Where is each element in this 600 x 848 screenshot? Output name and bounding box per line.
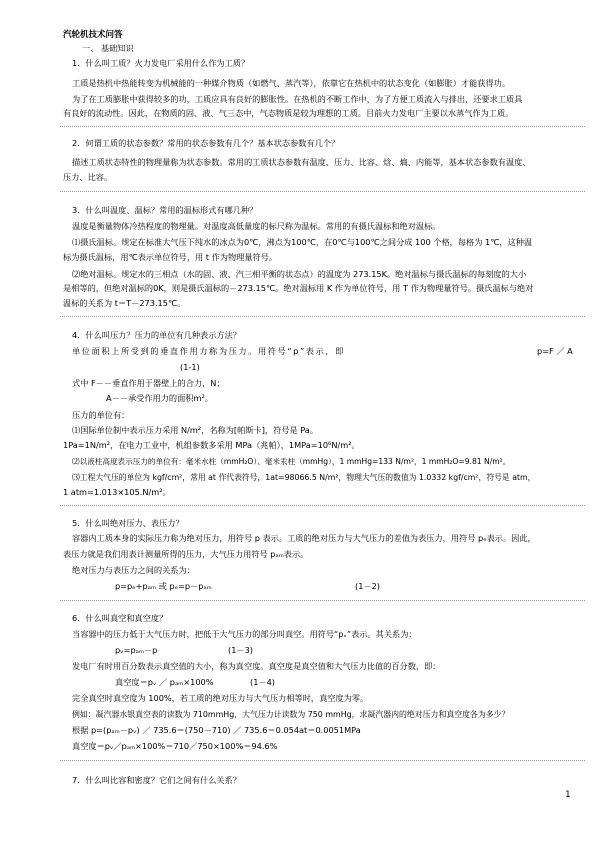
question-7: 7．什么叫比容和密度？它们之间有什么关系？ [72,775,241,785]
equation-number-1-2: (1－2) [355,581,380,591]
equation-number-1-1: (1-1) [180,362,200,372]
section-divider [60,760,585,761]
section-divider [60,600,585,601]
section-divider [60,191,585,192]
q3-paragraph-3b: 是相等的，但绝对温标的0K，则是摄氏温标的－273.15℃。绝对温标用 K 作为单位符号，用 T 作为物理量符号。摄氏温标与绝对 [63,283,534,293]
q1-paragraph-2b: 有良好的流动性。因此，在物质的固、液、气三态中，气态物质是较为理想的工质。目前火力发电厂主要以水蒸气作为工质。 [63,108,514,118]
section-divider [60,316,585,317]
q4-unit-1a: ⑴国际单位制中表示压力采用 N/m²，名称为[帕斯卡]，符号是 Pa。 [72,425,319,435]
question-5: 5．什么叫绝对压力、表压力？ [72,518,184,528]
q3-paragraph-3a: ⑵绝对温标。规定水的三相点（水的固、液、汽三相平衡的状态点）的温度为 273.15K。绝对温标与摄氏温标的每刻度的大小 [72,269,527,279]
q3-paragraph-2b: 标为摄氏温标，用℃表示单位符号，用 t 作为物理量符号。 [63,252,278,262]
q6-calculation-1: 根据 p=(pₐₘ－pᵥ) ／ 735.6＝(750－710) ／ 735.6＝0.054at＝0.0051MPa [72,725,361,735]
formula-1-3: pᵥ=pₐₘ－p [115,645,158,655]
equation-number-1-3: (1－3) [228,645,253,655]
q6-paragraph-2: 发电厂有时用百分数表示真空值的大小，称为真空度。真空度是真空值和大气压力比值的百分数，即： [72,661,441,671]
q1-paragraph-1: 工质是热机中热能转变为机械能的一种媒介物质（如燃气、蒸汽等），依靠它在热机中的状态变化（如膨胀）才能获得功。 [72,78,511,88]
question-6: 6．什么叫真空和真空度？ [72,613,168,623]
q6-paragraph-3: 完全真空时真空度为 100%，若工质的绝对压力与大气压力相等时，真空度为零。 [72,693,369,703]
q4-unit-3b: 1 atm=1.013×105.N/m²。 [63,487,171,497]
q4-unit-2: ⑵以液柱高度表示压力的单位有：毫米水柱（mmH₂O）、毫米汞柱（mmHg），1 mmHg=133 N/m²，1 mmH₂O=9.81 N/m²。 [72,457,511,466]
q2-paragraph-1a: 描述工质状态特性的物理量称为状态参数。常用的工质状态参数有温度、压力、比容、焓、熵、内能等，基本状态参数有温度、 [72,157,531,167]
q6-paragraph-1: 当容器中的压力低于大气压力时，把低于大气压力的部分叫真空。用符号“pᵥ”表示。其关系为： [72,629,417,639]
formula-1-2: p=pₑ+pₐₘ 或 pₑ=p－pₐₘ [115,581,212,591]
q3-paragraph-2a: ⑴摄氏温标。规定在标准大气压下纯水的冰点为0℃，沸点为100℃，在0℃与100℃之间分成 100 个格，每格为 1℃，这种温 [72,237,533,247]
q5-paragraph-1a: 容器内工质本身的实际压力称为绝对压力，用符号 p 表示。工质的绝对压力与大气压力的差值为表压力，用符号 pₑ表示。因此， [72,533,536,543]
q5-paragraph-1b: 表压力就是我们用表计测量所得的压力，大气压力用符号 pₐₘ表示。 [63,549,309,559]
q4-unit-3a: ⑶工程大气压的单位为 kgf/cm²，常用 at 作代表符号，1at=98066.5 N/m²，物理大气压的数值为 1.0332 kgf/cm²，符号是 atm， [72,473,536,482]
q3-paragraph-3c: 温标的关系为 t＝T－273.15℃。 [63,298,186,308]
q4-unit-1b: 1Pa=1N/m²，在电力工业中，机组参数多采用 MPa（兆帕），1MPa=10⁶N/m²。 [63,440,360,450]
q6-calculation-2: 真空度＝pᵥ／pₐₘ×100%＝710／750×100%＝94.6% [72,741,278,751]
section-divider [60,505,585,506]
document-title: 汽轮机技术问答 [63,30,123,40]
formula-1-4: 真空度＝pᵥ ／ pₐₘ×100% [115,677,214,687]
q4-units-heading: 压力的单位有： [72,410,130,420]
q4-where-1: 式中 F－－垂直作用于器壁上的合力，N； [72,378,225,388]
q4-where-2: A－－承受作用力的面积m²。 [106,393,213,403]
q2-paragraph-1b: 压力、比容。 [63,172,113,182]
question-2: 2．何谓工质的状态参数？常用的状态参数有几个？基本状态参数有几个？ [72,138,340,148]
page-number: 1 [565,790,571,800]
question-3: 3．什么叫温度、温标？常用的温标形式有哪几种？ [72,205,258,215]
section-heading: 一、 基础知识 [82,43,134,53]
q3-paragraph-1: 温度是衡量物体冷热程度的物理量。对温度高低量度的标尺称为温标。常用的有摄氏温标和绝对温标。 [72,221,441,231]
question-4: 4．什么叫压力？压力的单位有几种表示方法？ [72,330,241,340]
q4-paragraph-1: 单位面积上所受到的垂直作用力称为压力。用符号“p”表示，即 [72,346,345,356]
q1-paragraph-2a: 为了在工质膨胀中获得较多的功，工质应具有良好的膨胀性。在热机的不断工作中，为了方便工质流入与排出，还要求工质具 [72,94,523,104]
question-1: 1．什么叫工质？火力发电厂采用什么作为工质？ [72,58,250,68]
formula-1-1: p=F ／ A [537,346,573,356]
section-divider [60,126,585,127]
equation-number-1-4: (1－4) [250,677,275,687]
q5-paragraph-2: 绝对压力与表压力之间的关系为： [72,565,195,575]
q6-example: 例如：凝汽器水银真空表的读数为 710mmHg，大气压力计读数为 750 mmHg，求凝汽器内的绝对压力和真空度各为多少？ [72,710,510,719]
